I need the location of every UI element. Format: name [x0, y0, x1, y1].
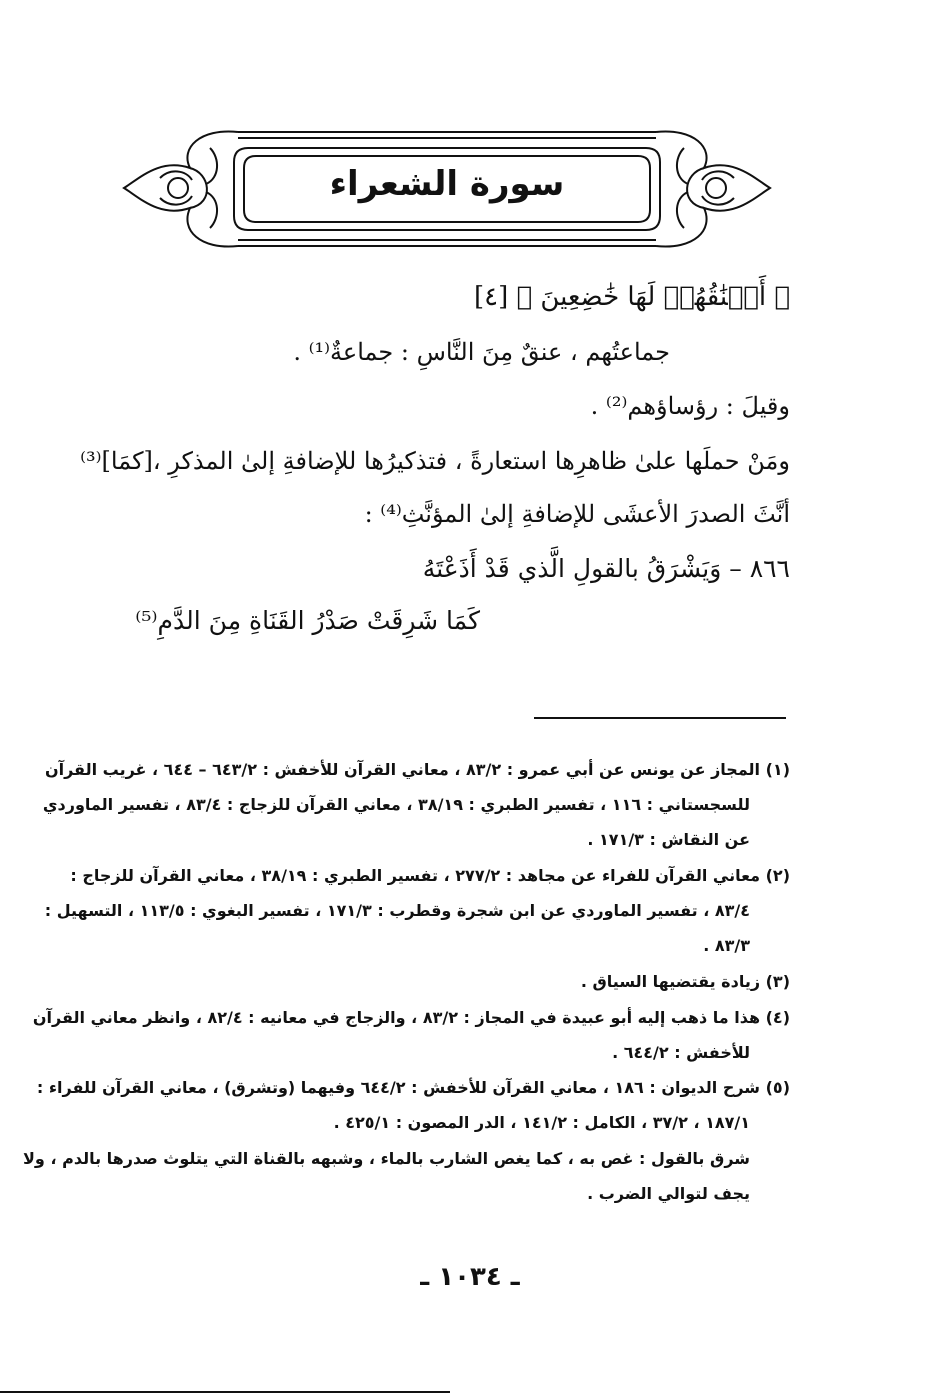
footnote-line: (٣) زيادة يقتضيها السياق . [580, 972, 790, 991]
footnote-line: (٤) هذا ما ذهب إليه أبو عبيدة في المجاز : ٨٣/٢ ، والزجاج في معانيه : ٨٢/٤ ، وانظر معاني القرآن [32, 1008, 790, 1027]
commentary-line: ومَنْ حملَها علىٰ ظاهرِها استعارةً ، فتذكيرُها للإضافةِ إلىٰ المذكرِ ،[كمَا]⁽³⁾ [80, 447, 790, 475]
commentary-line: وقيلَ : رؤساؤهم⁽²⁾ . [590, 392, 790, 420]
surah-title: سورة الشعراء [329, 164, 565, 204]
surah-title-frame [120, 118, 774, 268]
quran-verse: ﴿ أَعۡنَٰقُهُمۡ لَهَا خَٰضِعِينَ ﴾ [٤] [473, 282, 790, 312]
poem-line: كَمَا شَرِقَتْ صَدْرُ القَنَاةِ مِنَ الدَّمِ⁽⁵⁾ [135, 606, 480, 635]
commentary-line: جماعتُهم ، عنقٌ مِنَ النَّاسِ : جماعةٌ⁽¹⁾ . [293, 338, 670, 366]
commentary-line: أنَّثَ الصدرَ الأعشَى للإضافةِ إلىٰ المؤنَّثِ⁽⁴⁾ : [364, 500, 790, 528]
footnote-line: عن النقاش : ١٧١/٣ . [587, 830, 750, 849]
footnote-line: ٨٣/٣ . [703, 936, 750, 955]
footnote-line: ١٨٧/١ ، ٣٧/٢ ، الكامل : ١٤١/٢ ، الدر المصون : ٤٢٥/١ . [333, 1113, 750, 1132]
footnote-line: يجف لتوالي الضرب . [587, 1184, 750, 1203]
poem-line: ٨٦٦ – وَيَشْرَقُ بالقولِ الَّذي قَدْ أَذَعْتَهُ [422, 554, 790, 583]
footnote-line: (٢) معاني القرآن للفراء عن مجاهد : ٢٧٧/٢ ، تفسير الطبري : ٣٨/١٩ ، معاني القرآن للزجاج : [70, 866, 790, 885]
footnote-line: (٥) شرح الديوان : ١٨٦ ، معاني القرآن للأخفش : ٦٤٤/٢ وفيهما (وتشرق) ، معاني القرآن للفراء : [36, 1078, 790, 1097]
footnote-separator [534, 717, 786, 719]
footnote-line: للسجستاني : ١١٦ ، تفسير الطبري : ٣٨/١٩ ، معاني القرآن للزجاج : ٨٣/٤ ، تفسير الماوردي [42, 795, 750, 814]
page-number: ـ ١٠٣٤ ـ [420, 1262, 520, 1292]
footnote-line: للأخفش : ٦٤٤/٢ . [612, 1043, 750, 1062]
footnote-line: ٨٣/٤ ، تفسير الماوردي عن ابن شجرة وقطرب : ١٧١/٣ ، تفسير البغوي : ١١٣/٥ ، التسهيل : [44, 901, 750, 920]
footnote-line: شرق بالقول : غص به ، كما يغص الشارب بالماء ، وشبهه بالقناة التي يتلوث صدرها بالدم ، ولا [23, 1149, 750, 1168]
scan-edge-rule [0, 1391, 450, 1393]
footnote-line: (١) المجاز عن يونس عن أبي عمرو : ٨٣/٢ ، معاني القرآن للأخفش : ٦٤٣/٢ – ٦٤٤ ، غريب القرآن [44, 760, 790, 779]
